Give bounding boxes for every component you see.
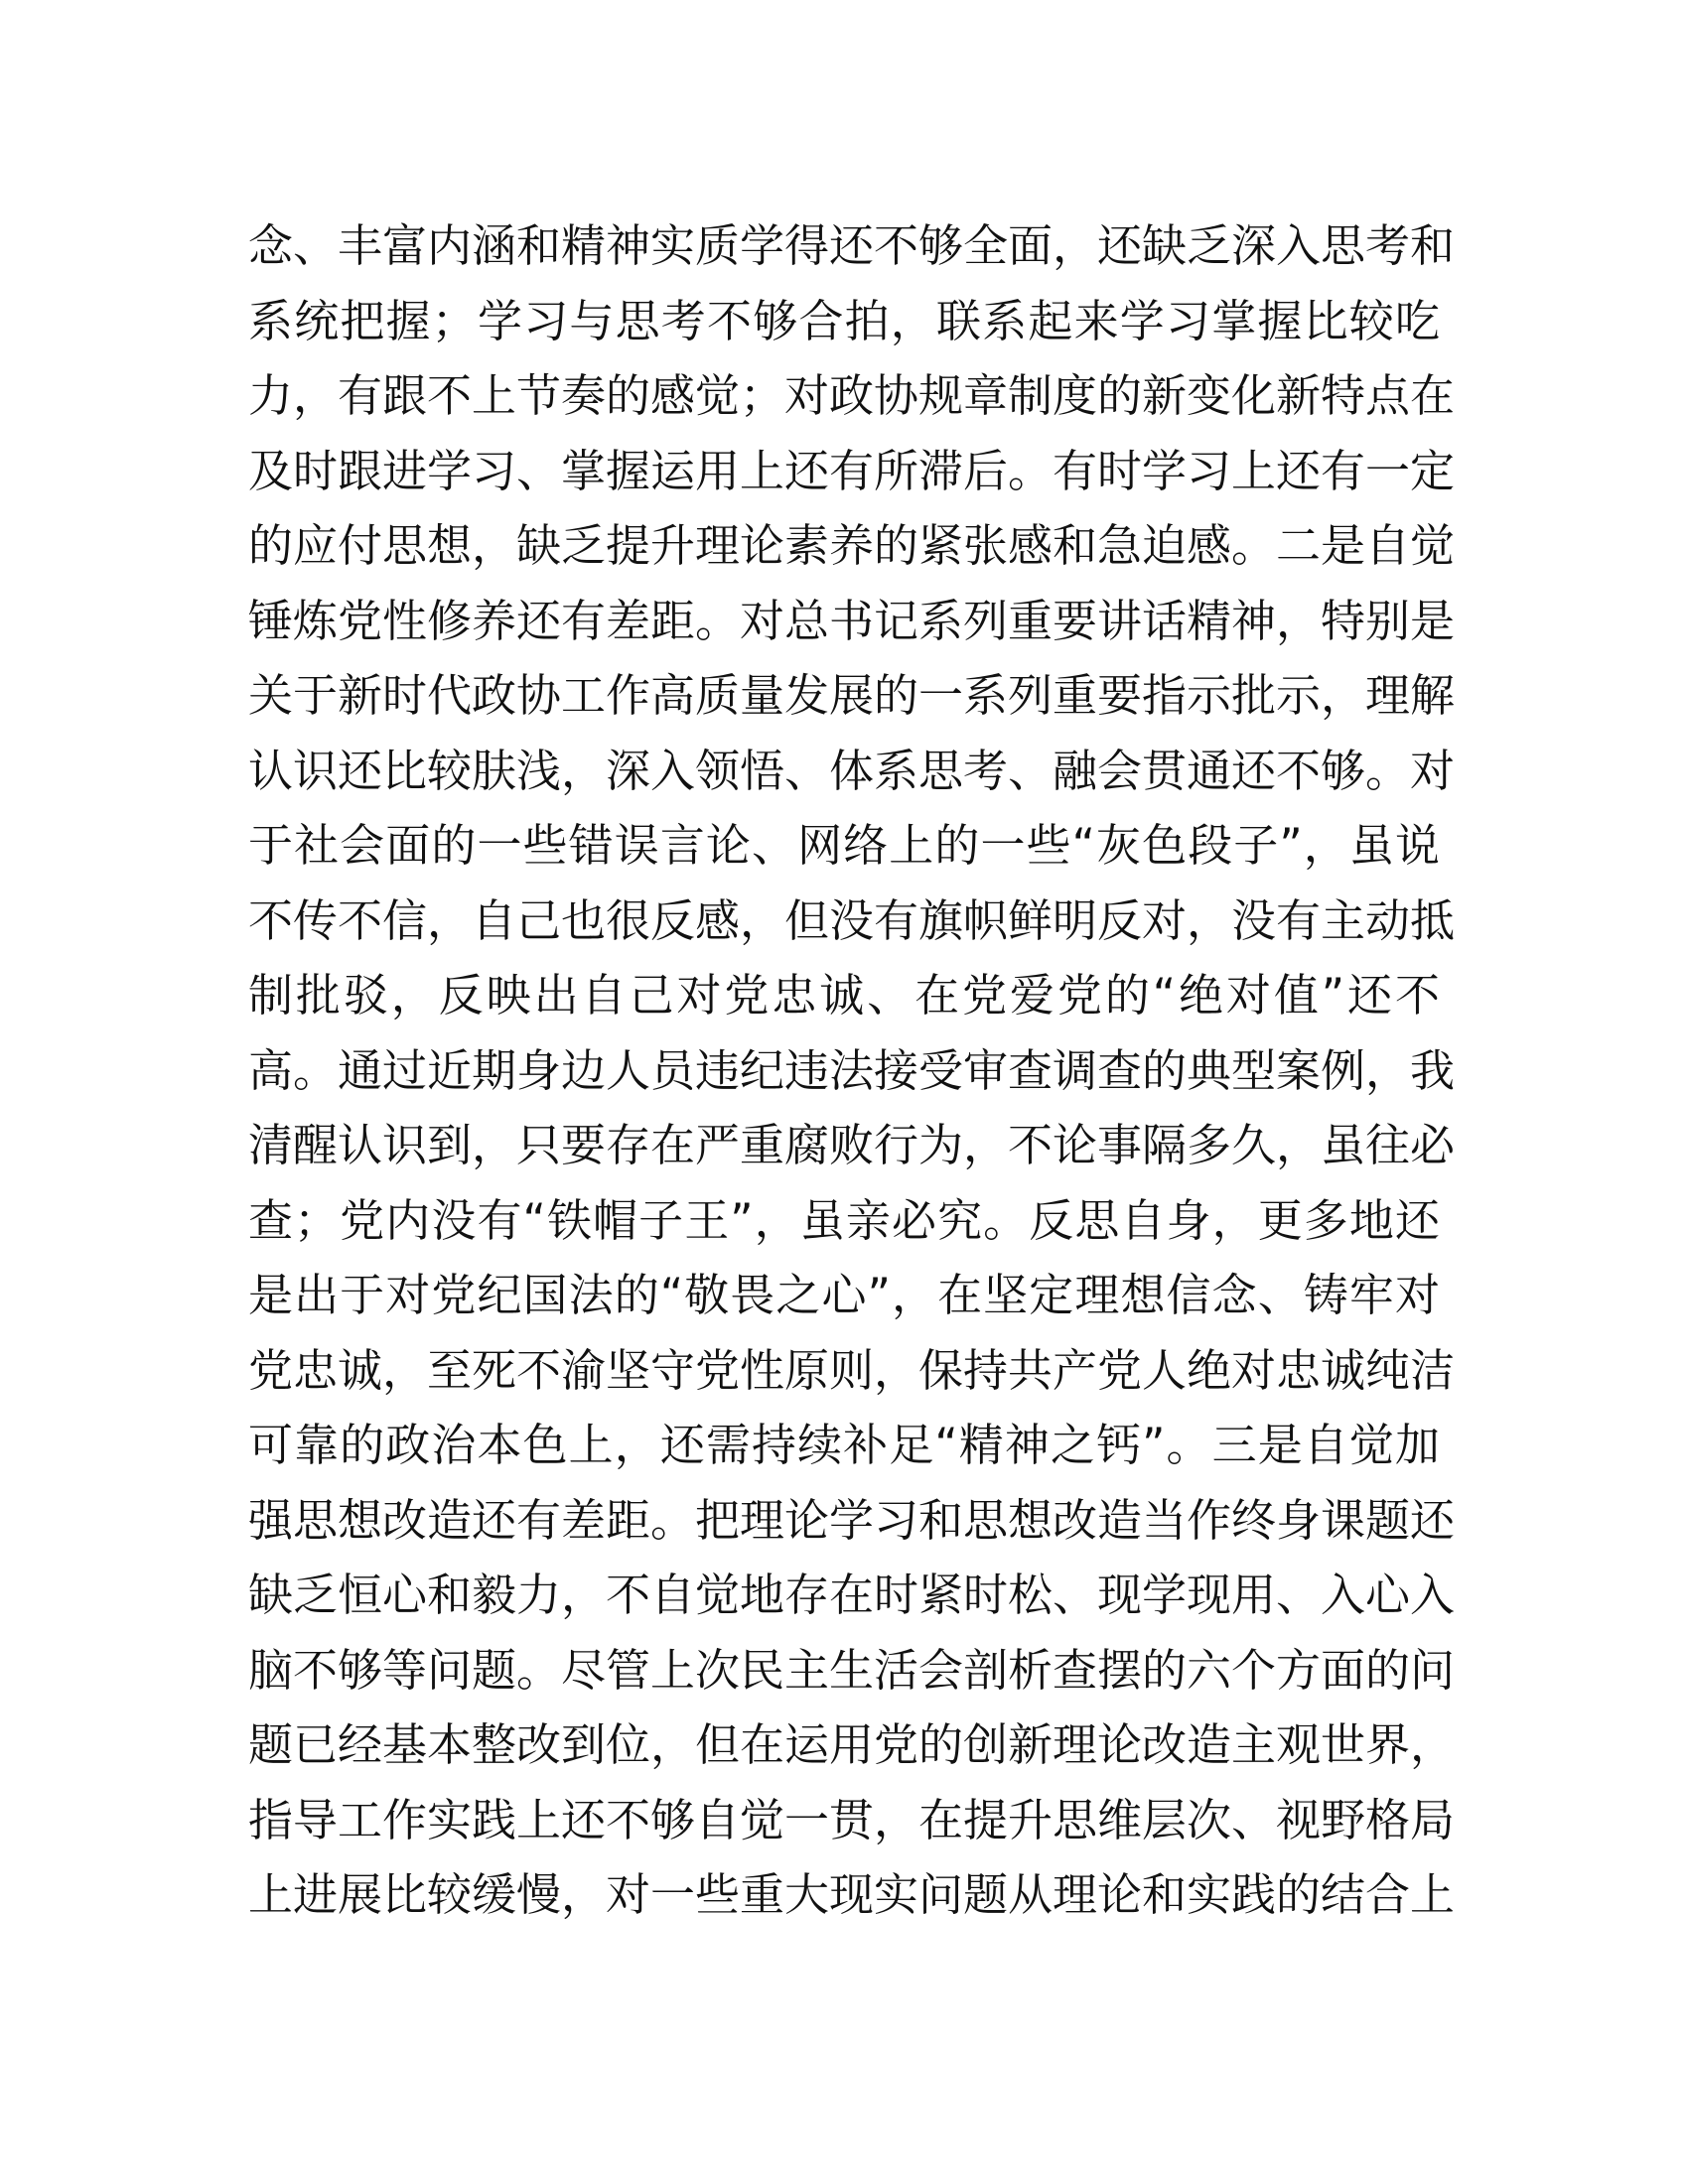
text-line: 缺乏恒心和毅力，不自觉地存在时紧时松、现学现用、入心入: [248, 1569, 1456, 1621]
text-line: 锤炼党性修养还有差距。对总书记系列重要讲话精神，特别是: [248, 594, 1456, 647]
text-line: 高。通过近期身边人员违纪违法接受审查调查的典型案例，我: [248, 1043, 1456, 1097]
text-line: 于社会面的一些错误言论、网络上的一些“灰色段子”，虽说: [248, 819, 1440, 872]
text-line: 力，有跟不上节奏的感觉；对政协规章制度的新变化新特点在: [248, 369, 1456, 422]
text-line: 系统把握；学习与思考不够合拍，联系起来学习掌握比较吃: [248, 294, 1440, 347]
text-line: 关于新时代政协工作高质量发展的一系列重要指示批示，理解: [248, 669, 1456, 722]
text-line: 指导工作实践上还不够自觉一贯，在提升思维层次、视野格局: [248, 1793, 1456, 1846]
text-line: 脑不够等问题。尽管上次民主生活会剖析查摆的六个方面的问: [248, 1643, 1456, 1697]
text-line: 党忠诚，至死不渝坚守党性原则，保持共产党人绝对忠诚纯洁: [248, 1343, 1456, 1397]
text-line: 清醒认识到，只要存在严重腐败行为，不论事隔多久，虽往必: [248, 1119, 1456, 1171]
text-line: 制批驳，反映出自己对党忠诚、在党爱党的“绝对值”还不: [248, 969, 1440, 1022]
text-line: 查；党内没有“铁帽子王”，虽亲必究。反思自身，更多地还: [248, 1193, 1440, 1247]
text-line: 上进展比较缓慢，对一些重大现实问题从理论和实践的结合上: [248, 1868, 1456, 1921]
text-line: 不传不信，自己也很反感，但没有旗帜鲜明反对，没有主动抵: [248, 893, 1456, 947]
text-line: 的应付思想，缺乏提升理论素养的紧张感和急迫感。二是自觉: [248, 519, 1456, 572]
text-line: 可靠的政治本色上，还需持续补足“精神之钙”。三是自觉加: [248, 1419, 1440, 1471]
text-line: 强思想改造还有差距。把理论学习和思想改造当作终身课题还: [248, 1493, 1456, 1547]
text-line: 题已经基本整改到位，但在运用党的创新理论改造主观世界，: [248, 1718, 1456, 1771]
body-paragraph: [248, 208, 1456, 1933]
text-line: 是出于对党纪国法的“敬畏之心”，在坚定理想信念、铸牢对: [248, 1269, 1440, 1321]
text-line: 及时跟进学习、掌握运用上还有所滞后。有时学习上还有一定: [248, 444, 1456, 497]
text-line: 认识还比较肤浅，深入领悟、体系思考、融会贯通还不够。对: [248, 744, 1456, 797]
text-line: 念、丰富内涵和精神实质学得还不够全面，还缺乏深入思考和: [248, 219, 1456, 272]
